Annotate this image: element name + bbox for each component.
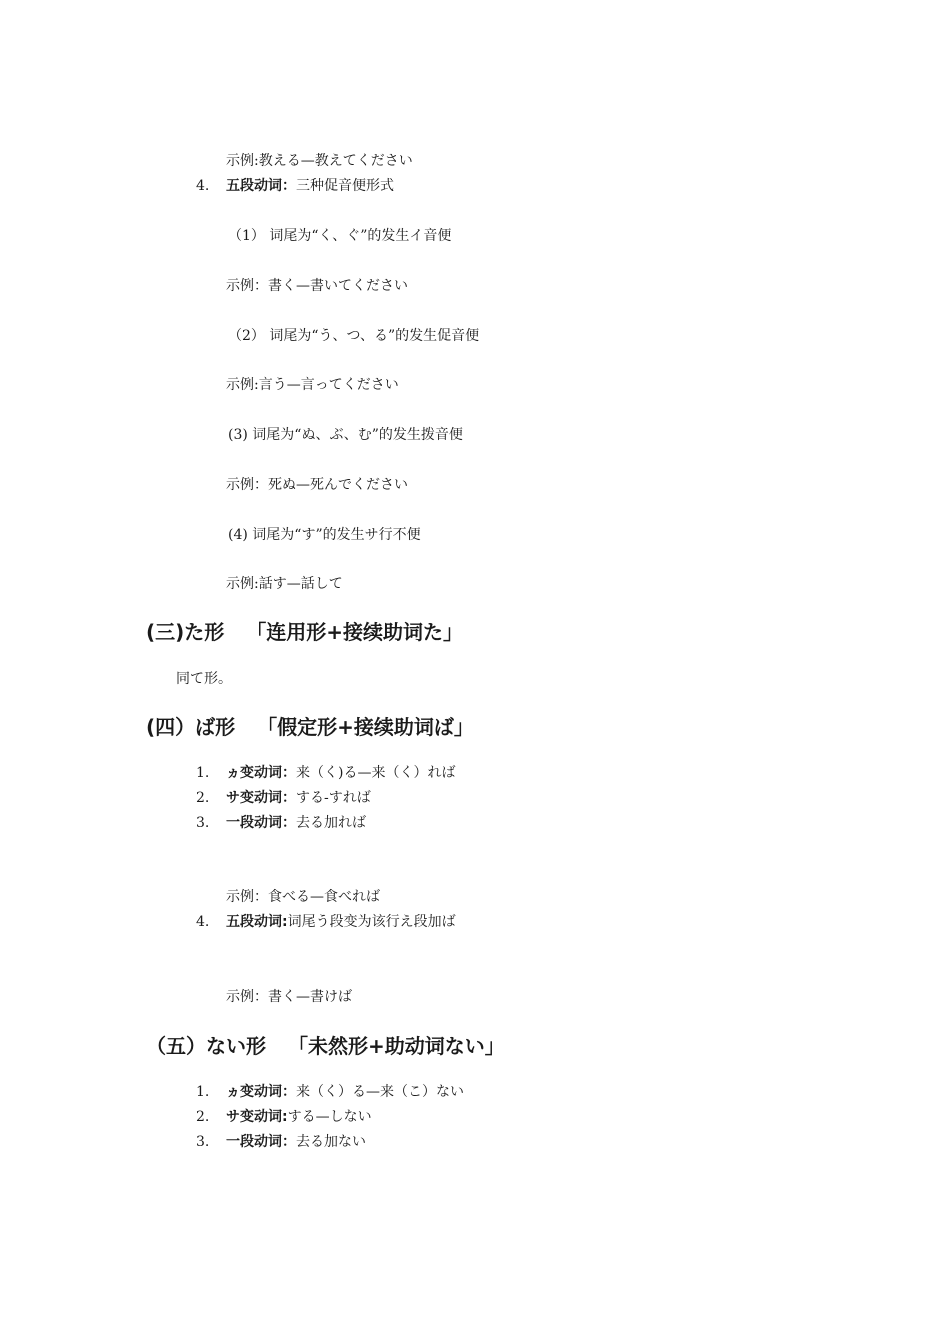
heading-form: （五）ない形	[146, 1034, 266, 1058]
item-text: 来（く）る—来（こ）ない	[296, 1084, 464, 1100]
example-text: 示例：書く—書けば	[226, 989, 352, 1005]
sub-rule: （1） 词尾为“く、ぐ”的发生イ音便	[228, 228, 452, 244]
heading-form: (三)た形	[146, 620, 225, 644]
item-text: 来（く)る—来（く）れば	[296, 765, 456, 781]
item-label: 一段动词：	[226, 1134, 296, 1150]
item-text: 词尾う段变为该行え段加ば	[287, 914, 456, 930]
item-text: 三种促音便形式	[296, 178, 394, 194]
heading-rule: 「连用形+接续助词た」	[246, 620, 464, 644]
example-text: 示例:話す—話して	[226, 576, 343, 592]
section-heading	[146, 1033, 505, 1059]
item-label: ヵ变动词：	[226, 765, 296, 781]
section-heading	[146, 619, 463, 645]
item-text: 去る加れば	[296, 815, 366, 831]
list-number: 4.	[196, 914, 210, 930]
sub-rule: (3) 词尾为“ぬ、ぶ、む”的发生拨音便	[228, 427, 463, 443]
heading-rule: 「假定形+接续助词ば」	[257, 715, 474, 739]
example-text: 示例：死ぬ—死んでください	[226, 477, 408, 493]
list-number: 2.	[196, 1109, 210, 1125]
example-text: 示例：食べる—食べれば	[226, 889, 380, 905]
list-item	[226, 814, 366, 832]
list-item	[226, 764, 455, 782]
item-label: ヵ变动词：	[226, 1084, 296, 1100]
list-item	[226, 177, 394, 195]
item-text: 去る加ない	[296, 1134, 366, 1150]
list-number: 3.	[196, 815, 210, 831]
list-item	[226, 1083, 464, 1101]
example-text: 示例:教える—教えてください	[226, 153, 413, 169]
item-label: サ变动词:	[226, 1109, 288, 1125]
item-text: する—しない	[287, 1109, 372, 1125]
item-text: する-すれば	[296, 790, 371, 806]
item-label: 五段动词:	[226, 914, 288, 930]
list-number: 1.	[196, 765, 210, 781]
list-number: 3.	[196, 1134, 210, 1150]
item-label: 一段动词：	[226, 815, 296, 831]
example-text: 示例:言う—言ってください	[226, 377, 399, 393]
heading-rule: 「未然形+助动词ない」	[288, 1034, 505, 1058]
list-item	[226, 789, 371, 807]
example-text: 示例：書く—書いてください	[226, 278, 408, 294]
section-text: 同て形。	[176, 671, 232, 687]
sub-rule: (4) 词尾为“す”的发生サ行不便	[228, 527, 421, 543]
sub-rule: （2） 词尾为“う、つ、る”的发生促音便	[228, 328, 480, 344]
list-item	[226, 1133, 366, 1151]
item-label: サ变动词：	[226, 790, 296, 806]
list-number: 2.	[196, 790, 210, 806]
section-heading	[146, 714, 474, 740]
list-item	[226, 913, 456, 931]
list-item	[226, 1108, 372, 1126]
list-number: 1.	[196, 1084, 210, 1100]
list-number: 4.	[196, 178, 210, 194]
heading-form: (四）ば形	[146, 715, 236, 739]
item-label: 五段动词：	[226, 178, 296, 194]
